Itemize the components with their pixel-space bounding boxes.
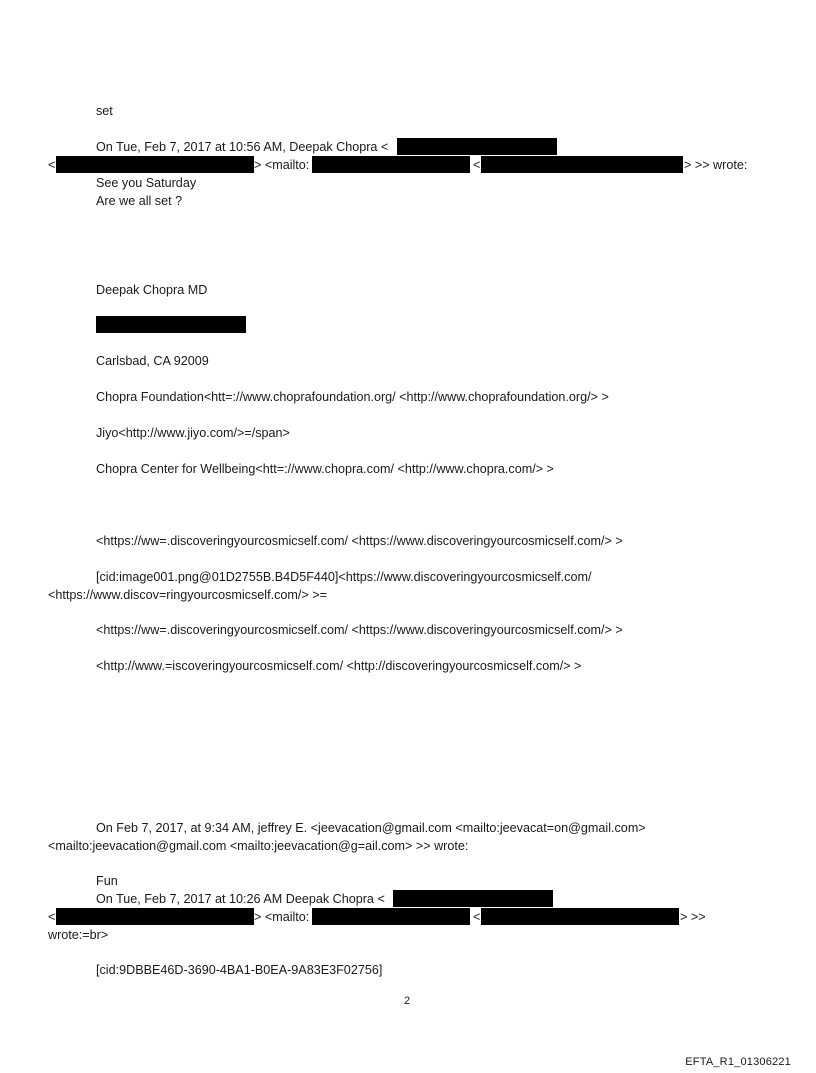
signature-link: Chopra Center for Wellbeing<htt=://www.chopra.com/ <http://www.chopra.com/> >: [96, 462, 554, 476]
quote-header-lt: <: [48, 910, 56, 924]
signature-link: <https://ww=.discoveringyourcosmicself.com/ <https://www.discoveringyourcosmicself.com/> >: [96, 534, 623, 548]
quote-body-line: See you Saturday: [96, 176, 197, 190]
signature-link: Chopra Foundation<htt=://www.choprafoundation.org/ <http://www.choprafoundation.org/> >: [96, 390, 609, 404]
signature-link: [cid:image001.png@01D2755B.B4D5F440]<https://www.discoveringyourcosmicself.com/: [96, 570, 592, 584]
cid-reference: [cid:9DBBE46D-3690-4BA1-B0EA-9A83E3F02756]: [96, 963, 383, 977]
signature-link: Jiyo<http://www.jiyo.com/>=/span>: [96, 426, 290, 440]
redaction-bar: [312, 908, 470, 925]
page-number: 2: [404, 995, 411, 1007]
redaction-bar: [56, 908, 254, 925]
redaction-bar: [56, 156, 254, 173]
redaction-bar: [397, 138, 557, 155]
quote-header: wrote:=br>: [48, 928, 109, 942]
redaction-bar: [312, 156, 470, 173]
quote-header-mailto: > <mailto:: [254, 910, 310, 924]
quote-body-line: Fun: [96, 874, 118, 888]
redaction-bar: [481, 156, 683, 173]
reply-text: set: [96, 104, 113, 118]
signature-name: Deepak Chopra MD: [96, 283, 208, 297]
signature-city: Carlsbad, CA 92009: [96, 354, 209, 368]
quote-header: <mailto:jeevacation@gmail.com <mailto:jeevacation@g=ail.com> >> wrote:: [48, 839, 469, 853]
quote-header-lt: <: [48, 158, 56, 172]
quote-header-mailto: > <mailto:: [254, 158, 310, 172]
signature-link: <http://www.=iscoveringyourcosmicself.com/ <http://discoveringyourcosmicself.com/> >: [96, 659, 582, 673]
signature-link: <https://ww=.discoveringyourcosmicself.com/ <https://www.discoveringyourcosmicself.com/> >: [96, 623, 623, 637]
quote-body-line: Are we all set ?: [96, 194, 183, 208]
quote-header: On Feb 7, 2017, at 9:34 AM, jeffrey E. <jeevacation@gmail.com <mailto:jeevacat=on@gmail.com>: [96, 821, 646, 835]
quote-header-end: > >> wrote:: [684, 158, 748, 172]
redaction-bar: [481, 908, 679, 925]
redaction-bar: [96, 316, 246, 333]
document-id: EFTA_R1_01306221: [685, 1056, 791, 1068]
signature-link: <https://www.discov=ringyourcosmicself.com/> >=: [48, 588, 327, 602]
quote-header-lt2: <: [473, 910, 481, 924]
quote-header-end: > >>: [680, 910, 706, 924]
quote-header: On Tue, Feb 7, 2017 at 10:56 AM, Deepak Chopra <: [96, 140, 389, 154]
quote-header: On Tue, Feb 7, 2017 at 10:26 AM Deepak Chopra <: [96, 892, 385, 906]
redaction-bar: [393, 890, 553, 907]
quote-header-lt2: <: [473, 158, 481, 172]
